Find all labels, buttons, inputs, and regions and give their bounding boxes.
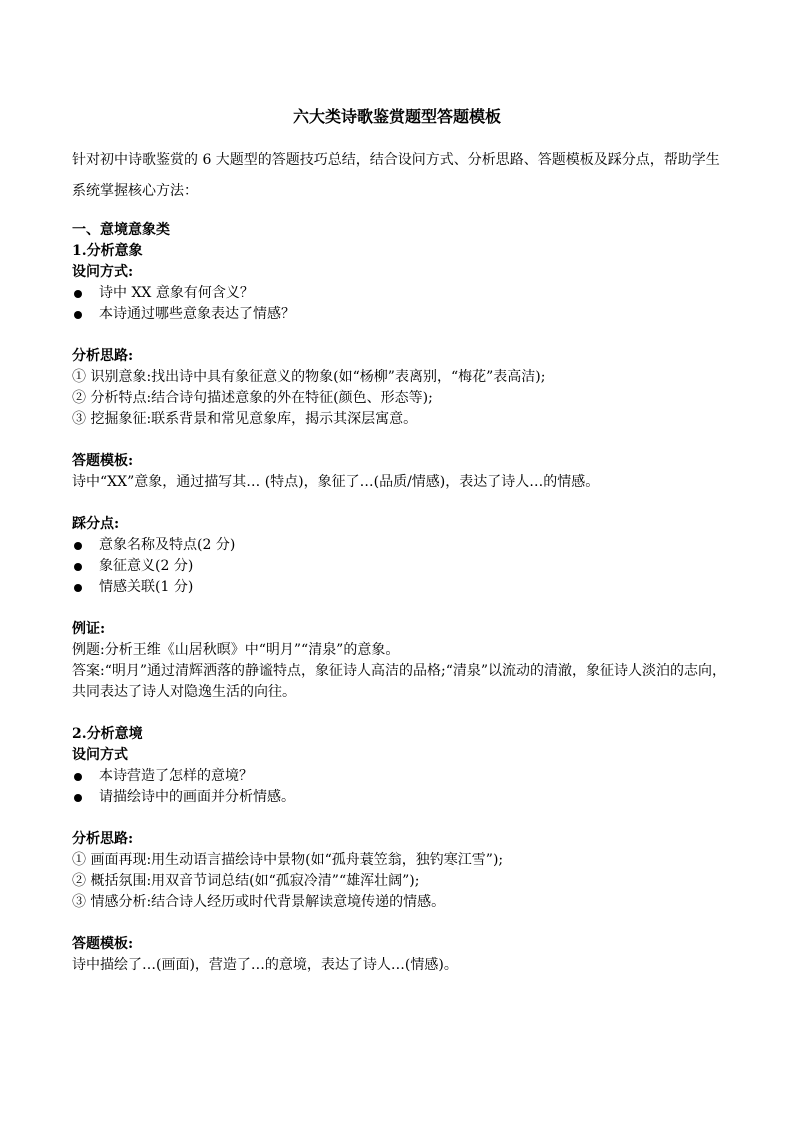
section-heading: 一、意境意象类 [72,222,170,238]
list-item [72,283,732,304]
example-question: 例题:分析王维《山居秋暝》中“明月”“清泉”的意象。 [72,642,400,658]
thinking-step: ③ 挖掘象征:联系背景和常见意象库，揭示其深层寓意。 [72,411,418,427]
bullet-icon [74,542,82,550]
bullet-icon [74,794,82,802]
list-item [72,304,732,325]
list-item [72,556,732,577]
list-item [72,535,732,556]
subsection-heading: 2.分析意境 [72,726,143,742]
thinking-label: 分析思路: [72,831,134,847]
list-item-text: 请描绘诗中的画面并分析情感。 [99,789,295,805]
thinking-label: 分析思路: [72,348,134,364]
example-answer: 答案:“明月”通过清辉洒落的静谧特点，象征诗人高洁的品格;“清泉”以流动的清澈，象征诗人淡泊的志向，共同表达了诗人对隐逸生活的向往。 [72,663,727,700]
list-item-text: 本诗通过哪些意象表达了情感？ [99,306,295,322]
thinking-step: ① 识别意象:找出诗中具有象征意义的物象(如“杨柳”表离别，“梅花”表高洁); [72,369,546,385]
intro-paragraph: 针对初中诗歌鉴赏的 6 大题型的答题技巧总结，结合设问方式、分析思路、答题模板及踩分点，帮助学生系统掌握核心方法： [72,152,720,199]
thinking-step: ② 概括氛围:用双音节词总结(如“孤寂冷清”“雄浑壮阔”); [72,873,420,889]
thinking-step: ① 画面再现:用生动语言描绘诗中景物(如“孤舟蓑笠翁，独钓寒江雪”); [72,852,504,868]
document-body [72,220,732,976]
bullet-icon [74,563,82,571]
bullet-icon [74,311,82,319]
list-item-text: 情感关联(1 分) [99,579,194,595]
list-item-text: 本诗营造了怎样的意境？ [99,768,253,784]
list-item [72,766,732,787]
template-label: 答题模板: [72,936,134,952]
subsection-heading: 1.分析意象 [72,243,143,259]
thinking-step: ② 分析特点:结合诗句描述意象的外在特征(颜色、形态等); [72,390,433,406]
template-text: 诗中描绘了…(画面)，营造了…的意境，表达了诗人…(情感)。 [72,957,458,973]
list-item-text: 意象名称及特点(2 分) [99,537,236,553]
template-label: 答题模板: [72,453,134,469]
example-label: 例证: [72,621,106,637]
list-item [72,787,732,808]
template-text: 诗中“XX”意象，通过描写其… (特点)，象征了…(品质/情感)，表达了诗人…的情感。 [72,474,600,490]
list-item [72,577,732,598]
document-title: 六大类诗歌鉴赏题型答题模板 [292,107,501,126]
list-item-text: 象征意义(2 分) [99,558,194,574]
bullet-icon [74,584,82,592]
question-label: 设问方式: [72,264,134,280]
bullet-icon [74,290,82,298]
score-label: 踩分点: [72,516,120,532]
bullet-icon [74,773,82,781]
question-label: 设问方式 [72,747,128,763]
thinking-step: ③ 情感分析:结合诗人经历或时代背景解读意境传递的情感。 [72,894,446,910]
list-item-text: 诗中 XX 意象有何含义？ [99,285,254,301]
